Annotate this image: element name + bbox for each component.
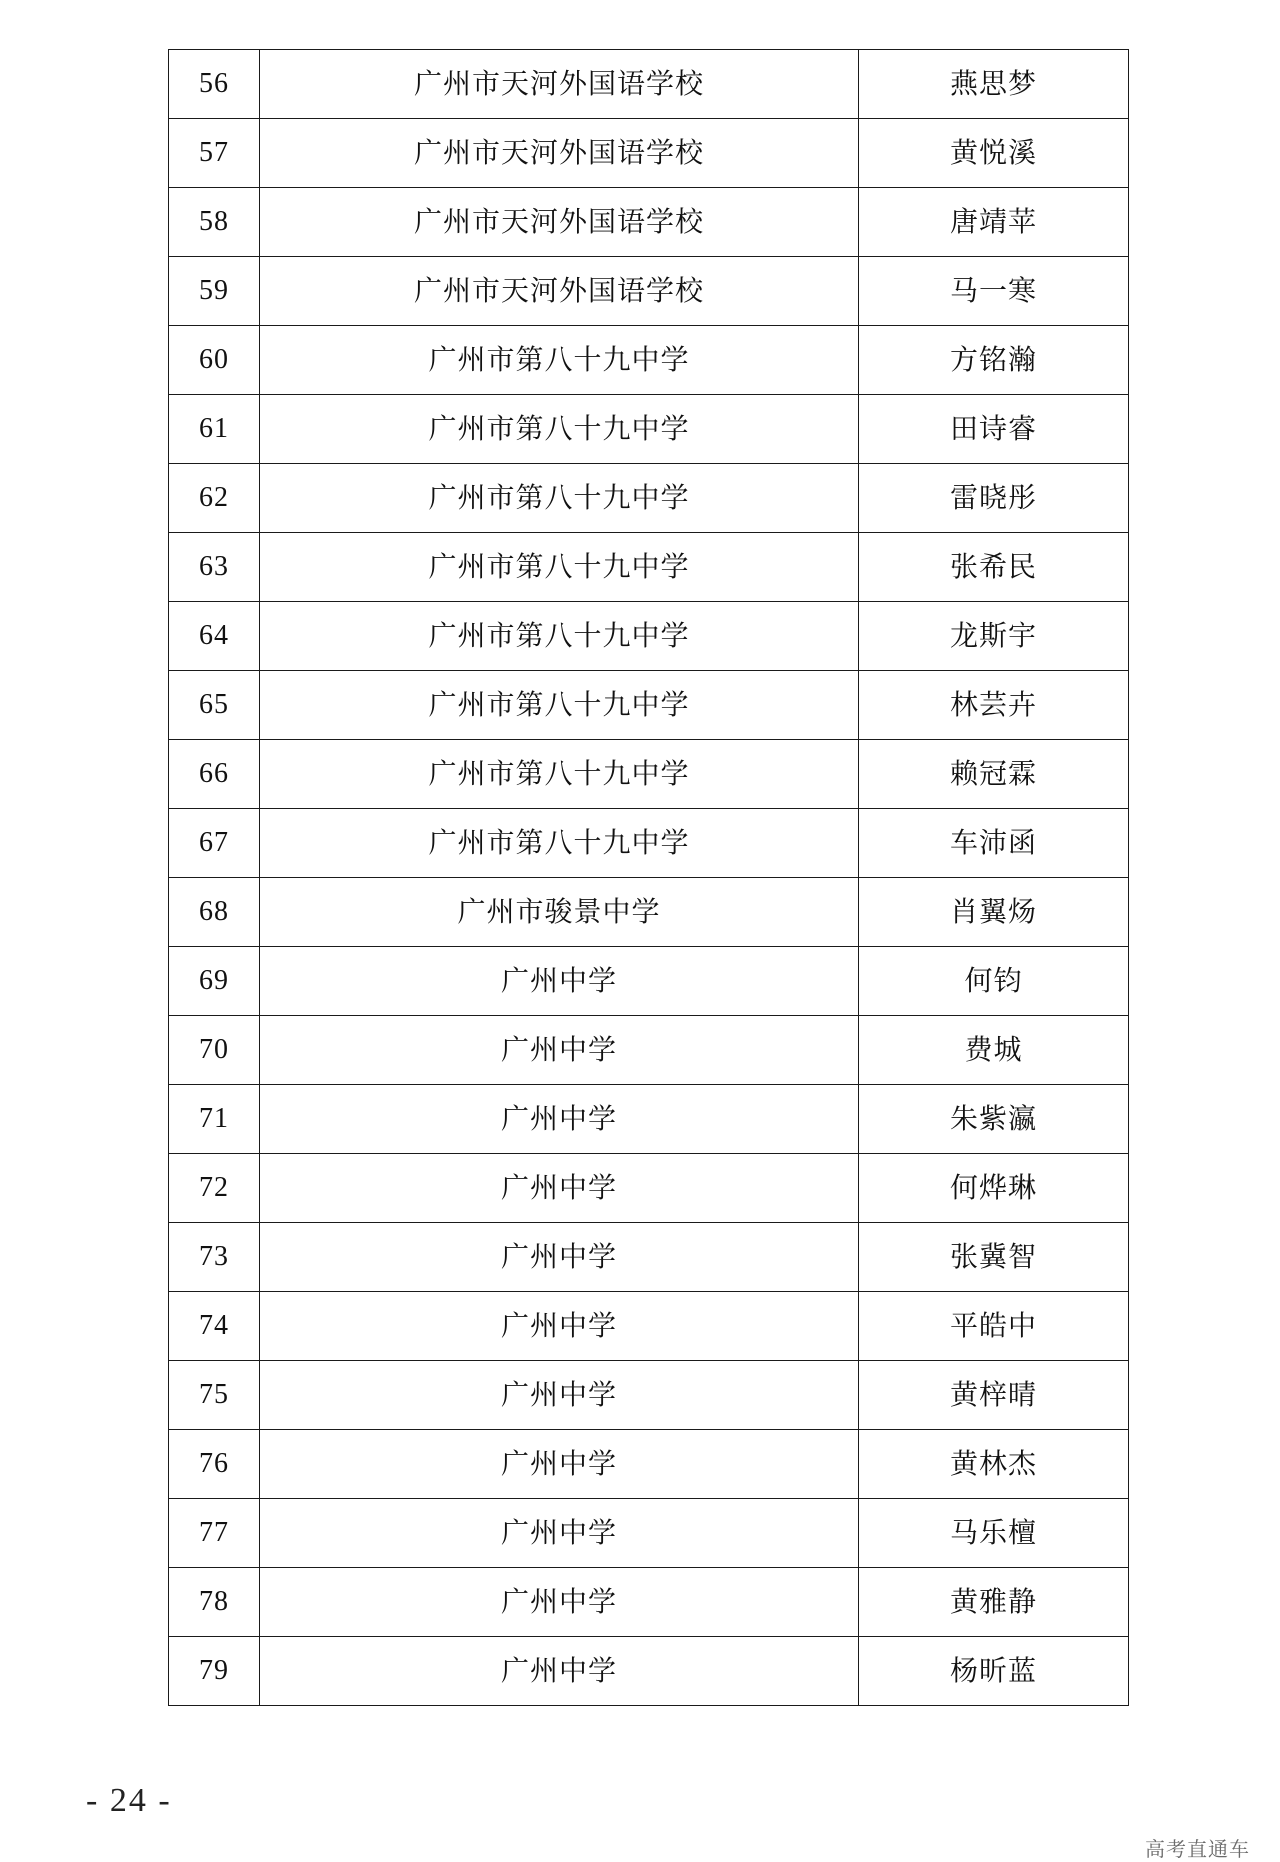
row-number-cell: 71	[169, 1085, 260, 1154]
student-name-cell: 龙斯宇	[859, 602, 1129, 671]
table-row	[169, 878, 1129, 947]
row-number-cell: 62	[169, 464, 260, 533]
school-name-cell: 广州中学	[260, 1499, 859, 1568]
row-number-cell: 61	[169, 395, 260, 464]
table-row	[169, 740, 1129, 809]
school-name-cell: 广州中学	[260, 1430, 859, 1499]
school-name-cell: 广州市第八十九中学	[260, 533, 859, 602]
row-number-cell: 79	[169, 1637, 260, 1706]
row-number-cell: 69	[169, 947, 260, 1016]
row-number-cell: 70	[169, 1016, 260, 1085]
student-name-cell: 车沛函	[859, 809, 1129, 878]
table-row	[169, 188, 1129, 257]
school-name-cell: 广州市第八十九中学	[260, 326, 859, 395]
student-name-cell: 平皓中	[859, 1292, 1129, 1361]
student-name-cell: 燕思梦	[859, 50, 1129, 119]
school-name-cell: 广州中学	[260, 947, 859, 1016]
row-number-cell: 73	[169, 1223, 260, 1292]
table-row	[169, 1361, 1129, 1430]
table-row	[169, 1154, 1129, 1223]
school-name-cell: 广州中学	[260, 1637, 859, 1706]
row-number-cell: 67	[169, 809, 260, 878]
student-name-cell: 张希民	[859, 533, 1129, 602]
watermark-text: 高考直通车	[1145, 1837, 1250, 1861]
student-name-cell: 林芸卉	[859, 671, 1129, 740]
table-row	[169, 1430, 1129, 1499]
student-name-cell: 何钧	[859, 947, 1129, 1016]
row-number-cell: 78	[169, 1568, 260, 1637]
student-name-cell: 黄悦溪	[859, 119, 1129, 188]
table-row	[169, 119, 1129, 188]
row-number-cell: 59	[169, 257, 260, 326]
table-row	[169, 533, 1129, 602]
table-row	[169, 1223, 1129, 1292]
row-number-cell: 56	[169, 50, 260, 119]
table-row	[169, 809, 1129, 878]
student-roster-table	[168, 49, 1129, 1706]
student-name-cell: 黄梓晴	[859, 1361, 1129, 1430]
student-name-cell: 田诗睿	[859, 395, 1129, 464]
table-row	[169, 1085, 1129, 1154]
student-name-cell: 肖翼炀	[859, 878, 1129, 947]
row-number-cell: 64	[169, 602, 260, 671]
row-number-cell: 68	[169, 878, 260, 947]
student-name-cell: 朱紫瀛	[859, 1085, 1129, 1154]
school-name-cell: 广州中学	[260, 1568, 859, 1637]
student-name-cell: 赖冠霖	[859, 740, 1129, 809]
roster-table-body	[169, 50, 1129, 1706]
table-row	[169, 947, 1129, 1016]
row-number-cell: 60	[169, 326, 260, 395]
school-name-cell: 广州市第八十九中学	[260, 809, 859, 878]
student-name-cell: 何烨琳	[859, 1154, 1129, 1223]
school-name-cell: 广州市天河外国语学校	[260, 50, 859, 119]
row-number-cell: 75	[169, 1361, 260, 1430]
page-number: - 24 -	[86, 1782, 172, 1819]
table-row	[169, 395, 1129, 464]
student-name-cell: 马乐檀	[859, 1499, 1129, 1568]
row-number-cell: 76	[169, 1430, 260, 1499]
student-name-cell: 方铭瀚	[859, 326, 1129, 395]
student-name-cell: 雷晓彤	[859, 464, 1129, 533]
row-number-cell: 65	[169, 671, 260, 740]
school-name-cell: 广州市第八十九中学	[260, 464, 859, 533]
school-name-cell: 广州中学	[260, 1016, 859, 1085]
school-name-cell: 广州市第八十九中学	[260, 671, 859, 740]
school-name-cell: 广州市骏景中学	[260, 878, 859, 947]
school-name-cell: 广州市天河外国语学校	[260, 119, 859, 188]
row-number-cell: 66	[169, 740, 260, 809]
school-name-cell: 广州中学	[260, 1292, 859, 1361]
school-name-cell: 广州市第八十九中学	[260, 395, 859, 464]
row-number-cell: 72	[169, 1154, 260, 1223]
row-number-cell: 74	[169, 1292, 260, 1361]
school-name-cell: 广州市第八十九中学	[260, 740, 859, 809]
table-row	[169, 671, 1129, 740]
student-name-cell: 黄雅静	[859, 1568, 1129, 1637]
row-number-cell: 63	[169, 533, 260, 602]
row-number-cell: 57	[169, 119, 260, 188]
school-name-cell: 广州中学	[260, 1223, 859, 1292]
row-number-cell: 58	[169, 188, 260, 257]
table-row	[169, 50, 1129, 119]
student-name-cell: 张冀智	[859, 1223, 1129, 1292]
student-name-cell: 杨昕蓝	[859, 1637, 1129, 1706]
school-name-cell: 广州中学	[260, 1154, 859, 1223]
table-row	[169, 1568, 1129, 1637]
table-row	[169, 326, 1129, 395]
student-name-cell: 黄林杰	[859, 1430, 1129, 1499]
school-name-cell: 广州中学	[260, 1361, 859, 1430]
table-row	[169, 602, 1129, 671]
school-name-cell: 广州市第八十九中学	[260, 602, 859, 671]
row-number-cell: 77	[169, 1499, 260, 1568]
student-name-cell: 唐靖苹	[859, 188, 1129, 257]
school-name-cell: 广州市天河外国语学校	[260, 188, 859, 257]
table-row	[169, 1016, 1129, 1085]
student-name-cell: 马一寒	[859, 257, 1129, 326]
table-row	[169, 1499, 1129, 1568]
table-row	[169, 257, 1129, 326]
table-row	[169, 1637, 1129, 1706]
school-name-cell: 广州中学	[260, 1085, 859, 1154]
table-row	[169, 464, 1129, 533]
school-name-cell: 广州市天河外国语学校	[260, 257, 859, 326]
student-name-cell: 费城	[859, 1016, 1129, 1085]
table-row	[169, 1292, 1129, 1361]
